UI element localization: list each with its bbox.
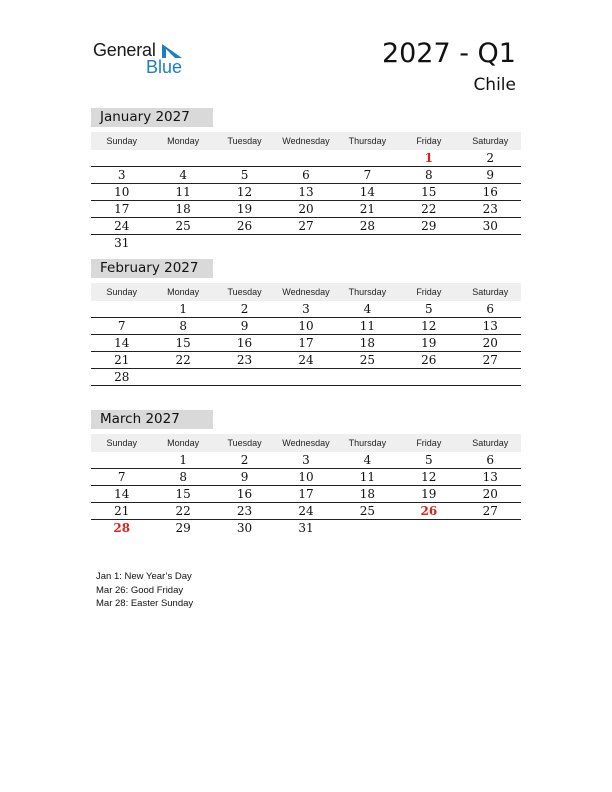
week-row <box>91 184 521 201</box>
day-cell: 7 <box>117 470 126 484</box>
holiday-day-cell: 28 <box>113 521 131 535</box>
day-cell: 5 <box>425 453 433 467</box>
month-march <box>91 410 521 537</box>
day-cell <box>460 235 521 252</box>
day-cell <box>214 150 275 166</box>
day-cell <box>337 369 398 385</box>
day-cell: 24 <box>298 504 314 518</box>
day-cell <box>275 150 336 166</box>
day-cell: 3 <box>117 168 126 182</box>
day-cell <box>91 301 152 317</box>
day-cell <box>214 369 275 385</box>
day-cell <box>91 452 152 468</box>
weekday-header <box>91 132 521 150</box>
day-cell: 6 <box>486 453 495 467</box>
holiday-day-cell: 1 <box>424 151 433 165</box>
week-row <box>91 335 521 352</box>
week-row <box>91 452 521 469</box>
week-row <box>91 520 521 537</box>
day-cell: 21 <box>114 353 130 367</box>
weekday-label: Tuesday <box>227 438 262 448</box>
month-february <box>91 259 521 386</box>
day-cell: 29 <box>175 521 191 535</box>
day-cell <box>152 235 213 252</box>
day-cell: 7 <box>117 319 126 333</box>
day-cell <box>91 150 152 166</box>
day-cell <box>460 369 521 385</box>
weekday-label: Wednesday <box>282 136 330 146</box>
week-row <box>91 235 521 252</box>
day-cell: 22 <box>175 504 191 518</box>
day-cell: 7 <box>363 168 372 182</box>
day-cell: 17 <box>114 202 130 216</box>
holiday-note: Jan 1: New Year’s Day <box>96 571 192 582</box>
weekday-header <box>91 283 521 301</box>
day-cell: 12 <box>236 185 253 199</box>
month-weeks <box>91 452 521 537</box>
day-cell: 10 <box>298 470 314 484</box>
day-cell: 27 <box>482 353 498 367</box>
day-cell: 10 <box>114 185 130 199</box>
day-cell: 15 <box>175 336 191 350</box>
day-cell: 3 <box>302 302 310 316</box>
day-cell: 1 <box>179 453 187 467</box>
day-cell: 31 <box>298 521 314 535</box>
day-cell: 15 <box>421 185 437 199</box>
day-cell: 26 <box>421 353 437 367</box>
weekday-label: Monday <box>167 287 200 297</box>
country-name: Chile <box>473 75 516 95</box>
holiday-note: Mar 28: Easter Sunday <box>96 598 194 609</box>
weekday-label: Saturday <box>472 136 509 146</box>
day-cell: 30 <box>236 521 253 535</box>
day-cell: 28 <box>114 370 130 384</box>
day-cell <box>214 235 275 252</box>
weekday-label: Sunday <box>106 287 137 297</box>
weekday-label: Friday <box>416 287 442 297</box>
day-cell: 19 <box>421 487 437 501</box>
logo <box>93 40 203 80</box>
logo-blue-text: Blue <box>146 57 183 77</box>
weekday-label: Tuesday <box>227 287 262 297</box>
weekday-label: Sunday <box>106 136 137 146</box>
day-cell: 8 <box>179 470 187 484</box>
day-cell: 18 <box>175 202 191 216</box>
holiday-note: Mar 26: Good Friday <box>96 584 184 596</box>
day-cell: 10 <box>298 319 314 333</box>
day-cell: 20 <box>298 202 314 216</box>
day-cell: 19 <box>421 336 437 350</box>
day-cell <box>152 150 213 166</box>
weekday-header <box>91 434 521 452</box>
weekday-label: Thursday <box>348 438 387 448</box>
day-cell: 14 <box>359 185 376 199</box>
day-cell: 17 <box>298 487 314 501</box>
day-cell: 12 <box>421 470 437 484</box>
day-cell: 23 <box>236 504 253 518</box>
day-cell: 8 <box>179 319 187 333</box>
day-cell: 15 <box>175 487 191 501</box>
day-cell: 9 <box>240 319 249 333</box>
day-cell: 3 <box>302 453 310 467</box>
day-cell: 29 <box>421 219 437 233</box>
day-cell: 2 <box>240 453 249 467</box>
day-cell: 23 <box>482 202 498 216</box>
day-cell: 26 <box>236 219 253 233</box>
day-cell: 2 <box>240 302 249 316</box>
week-row <box>91 369 521 386</box>
day-cell <box>152 369 213 385</box>
week-row <box>91 167 521 184</box>
day-cell: 27 <box>298 219 314 233</box>
week-row <box>91 318 521 335</box>
day-cell: 22 <box>175 353 191 367</box>
day-cell: 13 <box>482 470 498 484</box>
month-label: March 2027 <box>91 410 213 429</box>
weekday-label: Tuesday <box>227 136 262 146</box>
month-weeks <box>91 301 521 386</box>
day-cell: 6 <box>302 168 310 182</box>
day-cell: 17 <box>298 336 314 350</box>
day-cell <box>460 520 521 537</box>
day-cell: 5 <box>240 168 249 182</box>
day-cell: 20 <box>482 487 498 501</box>
day-cell: 21 <box>359 202 376 216</box>
day-cell: 13 <box>298 185 314 199</box>
day-cell: 9 <box>486 168 495 182</box>
week-row <box>91 486 521 503</box>
day-cell: 5 <box>425 302 433 316</box>
weekday-label: Sunday <box>106 438 137 448</box>
day-cell: 4 <box>363 453 372 467</box>
day-cell: 25 <box>359 504 376 518</box>
day-cell: 12 <box>421 319 437 333</box>
day-cell: 18 <box>359 487 376 501</box>
month-january <box>91 108 521 252</box>
holiday-day-cell: 26 <box>420 504 438 518</box>
day-cell: 2 <box>486 151 495 165</box>
weekday-label: Monday <box>167 438 200 448</box>
week-row <box>91 201 521 218</box>
week-row <box>91 469 521 486</box>
weekday-label: Wednesday <box>282 287 330 297</box>
day-cell: 8 <box>425 168 433 182</box>
day-cell: 9 <box>240 470 249 484</box>
day-cell: 31 <box>114 236 130 250</box>
day-cell: 16 <box>236 487 253 501</box>
week-row <box>91 218 521 235</box>
day-cell: 16 <box>482 185 498 199</box>
day-cell: 16 <box>236 336 253 350</box>
day-cell: 20 <box>482 336 498 350</box>
weekday-label: Monday <box>167 136 200 146</box>
page-title: 2027 - Q1 <box>381 38 516 69</box>
day-cell: 6 <box>486 302 495 316</box>
day-cell <box>398 369 459 385</box>
day-cell: 24 <box>298 353 314 367</box>
week-row <box>91 301 521 318</box>
day-cell <box>398 520 459 537</box>
day-cell <box>275 369 336 385</box>
weekday-label: Thursday <box>348 287 387 297</box>
month-weeks <box>91 150 521 252</box>
day-cell: 11 <box>359 319 376 333</box>
week-row <box>91 150 521 167</box>
day-cell: 13 <box>482 319 498 333</box>
month-label: February 2027 <box>91 259 213 278</box>
day-cell: 1 <box>179 302 187 316</box>
day-cell <box>275 235 336 252</box>
weekday-label: Saturday <box>472 438 509 448</box>
day-cell: 28 <box>359 219 376 233</box>
day-cell <box>337 520 398 537</box>
day-cell: 30 <box>482 219 498 233</box>
weekday-label: Wednesday <box>282 438 330 448</box>
day-cell: 22 <box>421 202 437 216</box>
day-cell: 14 <box>114 487 130 501</box>
day-cell: 25 <box>359 353 376 367</box>
month-label: January 2027 <box>91 108 213 127</box>
holiday-notes <box>96 570 193 611</box>
week-row <box>91 503 521 520</box>
day-cell: 18 <box>359 336 376 350</box>
day-cell: 4 <box>179 168 187 182</box>
weekday-label: Thursday <box>348 136 387 146</box>
day-cell: 14 <box>114 336 130 350</box>
week-row <box>91 352 521 369</box>
day-cell: 23 <box>236 353 253 367</box>
day-cell <box>337 235 398 252</box>
day-cell: 27 <box>482 504 498 518</box>
day-cell <box>337 150 398 166</box>
day-cell: 4 <box>363 302 372 316</box>
day-cell: 25 <box>175 219 191 233</box>
logo-general-text: General <box>93 40 156 60</box>
weekday-label: Saturday <box>472 287 509 297</box>
weekday-label: Friday <box>416 438 442 448</box>
day-cell: 24 <box>114 219 130 233</box>
day-cell: 21 <box>114 504 130 518</box>
weekday-label: Friday <box>416 136 442 146</box>
day-cell <box>398 235 459 252</box>
day-cell: 19 <box>236 202 253 216</box>
day-cell: 11 <box>175 185 191 199</box>
day-cell: 11 <box>359 470 376 484</box>
